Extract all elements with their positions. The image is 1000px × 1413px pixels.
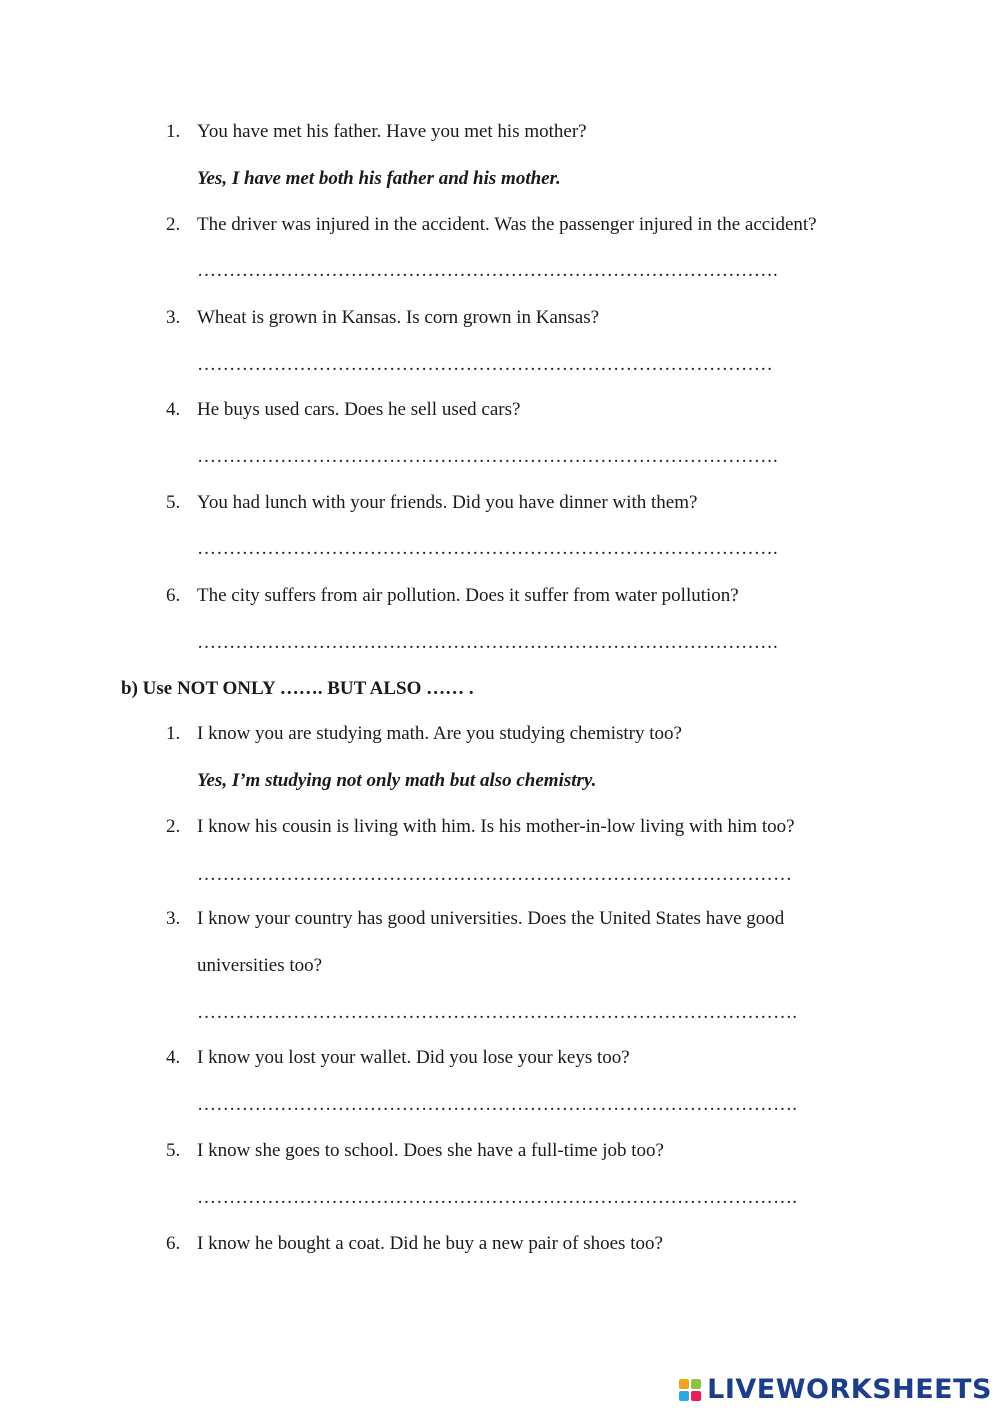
question-text: You had lunch with your friends. Did you have dinner with them? bbox=[197, 492, 698, 513]
question-text: The city suffers from air pollution. Does it suffer from water pollution? bbox=[197, 585, 739, 606]
question-text: I know your country has good universities. Does the United States have good bbox=[197, 908, 785, 929]
logo-mark-icon bbox=[679, 1379, 701, 1401]
logo-square bbox=[691, 1391, 701, 1401]
answer-blank[interactable]: ………………………………………………………………………………… bbox=[197, 864, 793, 885]
answer-blank[interactable]: …………………………………………………………………………………. bbox=[197, 1187, 798, 1208]
item-number: 1. bbox=[166, 121, 181, 142]
liveworksheets-logo bbox=[679, 1374, 992, 1405]
example-answer: Yes, I’m studying not only math but also chemistry. bbox=[197, 770, 597, 791]
item-number: 1. bbox=[166, 723, 181, 744]
section-heading: b) Use NOT ONLY ……. BUT ALSO …… . bbox=[121, 678, 474, 699]
question-text: I know his cousin is living with him. Is his mother-in-low living with him too? bbox=[197, 816, 795, 837]
logo-square bbox=[679, 1379, 689, 1389]
logo-text: LIVEWORKSHEETS bbox=[707, 1374, 992, 1405]
answer-blank[interactable]: ………………………………………………………………………………. bbox=[197, 446, 778, 467]
question-text: He buys used cars. Does he sell used cars? bbox=[197, 399, 521, 420]
item-number: 4. bbox=[166, 1047, 181, 1068]
item-number: 4. bbox=[166, 399, 181, 420]
question-text: I know you are studying math. Are you studying chemistry too? bbox=[197, 723, 682, 744]
item-number: 6. bbox=[166, 585, 181, 606]
question-text: I know she goes to school. Does she have a full-time job too? bbox=[197, 1140, 664, 1161]
answer-blank[interactable]: ……………………………………………………………………………… bbox=[197, 354, 773, 375]
answer-blank[interactable]: …………………………………………………………………………………. bbox=[197, 1002, 798, 1023]
question-text-continued: universities too? bbox=[197, 955, 323, 976]
item-number: 3. bbox=[166, 307, 181, 328]
question-text: The driver was injured in the accident. Was the passenger injured in the accident? bbox=[197, 214, 817, 235]
answer-blank[interactable]: ………………………………………………………………………………. bbox=[197, 260, 778, 281]
example-answer: Yes, I have met both his father and his mother. bbox=[197, 168, 561, 189]
item-number: 2. bbox=[166, 214, 181, 235]
answer-blank[interactable]: ………………………………………………………………………………. bbox=[197, 538, 778, 559]
item-number: 5. bbox=[166, 1140, 181, 1161]
question-text: You have met his father. Have you met his mother? bbox=[197, 121, 587, 142]
item-number: 5. bbox=[166, 492, 181, 513]
item-number: 6. bbox=[166, 1233, 181, 1254]
logo-square bbox=[679, 1391, 689, 1401]
question-text: I know you lost your wallet. Did you lose your keys too? bbox=[197, 1047, 630, 1068]
item-number: 3. bbox=[166, 908, 181, 929]
answer-blank[interactable]: ………………………………………………………………………………. bbox=[197, 632, 778, 653]
answer-blank[interactable]: …………………………………………………………………………………. bbox=[197, 1094, 798, 1115]
question-text: I know he bought a coat. Did he buy a new pair of shoes too? bbox=[197, 1233, 663, 1254]
item-number: 2. bbox=[166, 816, 181, 837]
question-text: Wheat is grown in Kansas. Is corn grown in Kansas? bbox=[197, 307, 600, 328]
logo-square bbox=[691, 1379, 701, 1389]
